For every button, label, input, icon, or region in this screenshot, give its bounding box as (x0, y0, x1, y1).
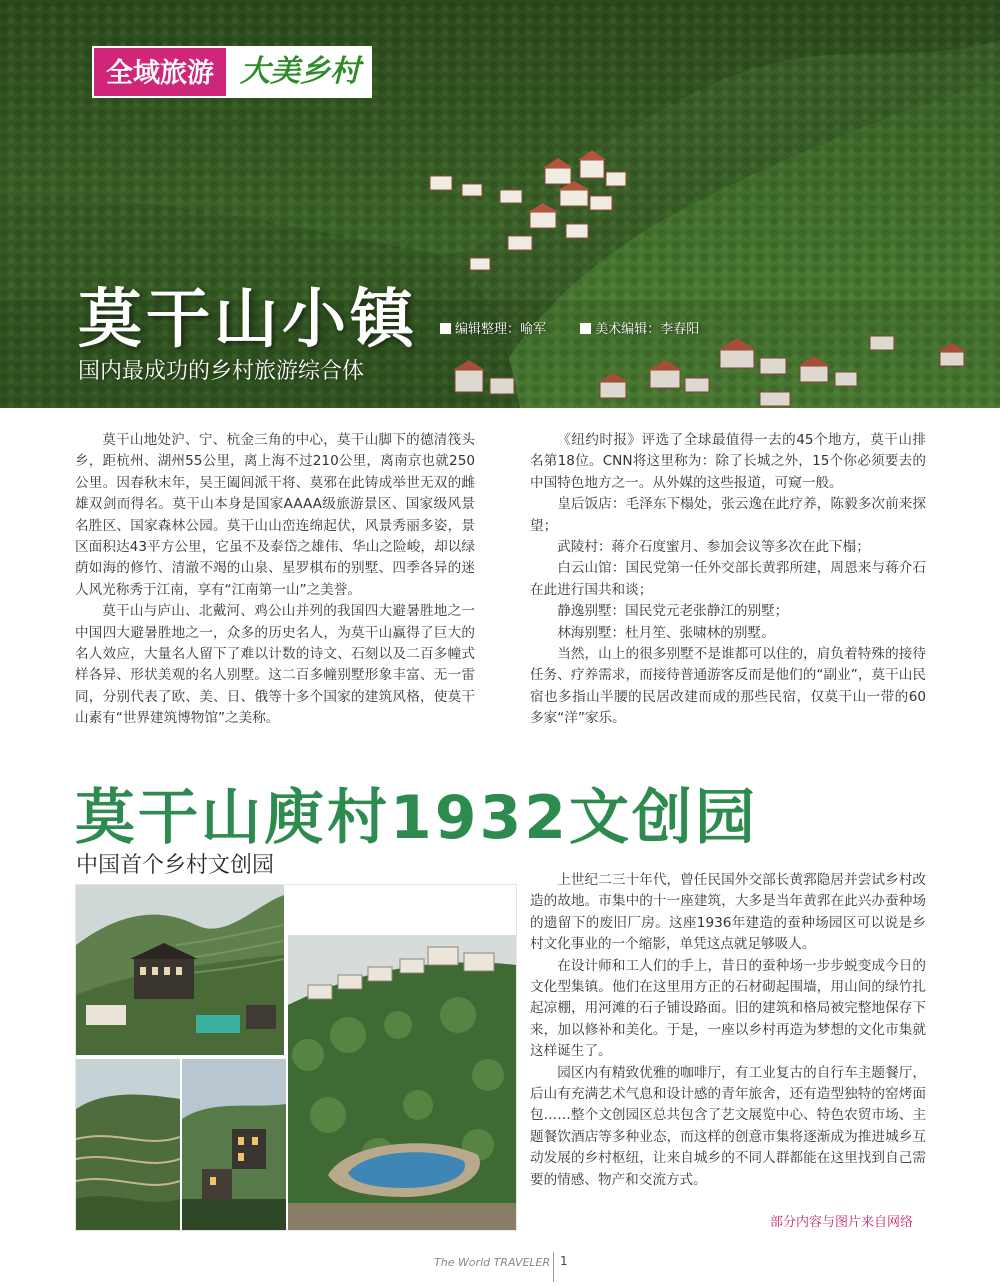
column-badge (92, 46, 372, 98)
page-number: 1 (560, 1254, 568, 1268)
paragraph: 静逸别墅：国民党元老张静江的别墅； (557, 603, 789, 620)
hero-photo (0, 0, 1000, 408)
bullet-square-icon (440, 323, 451, 334)
badge-part1: 全域旅游 (92, 46, 228, 98)
paragraph: 莫干山地处沪、宁、杭金三角的中心，莫干山脚下的德清筏头乡，距杭州、湖州55公里，离上海不过210公里，离南京也就250公里。因春秋末年，吴王阖闾派干将、莫邪在此铸成举世无双的雌雄双剑而得名。莫干山本身是国家AAAA级旅游景区、国家级风景名胜区、国家森林公园。莫干山山峦连绵起伏，风景秀丽多姿，景区面积达43平方公里，它虽不及泰岱之雄伟、华山之险峻，却以绿荫如海的修竹、清澈不竭的山泉、星罗棋布的别墅、四季各异的迷人风光称秀于江南，享有“江南第一山”之美誉。 (75, 432, 475, 598)
paragraph: 白云山馆：国民党第一任外交部长黄郛所建，周恩来与蒋介石在此进行国共和谈； (530, 560, 926, 598)
section-subtitle: 中国首个乡村文创园 (76, 853, 275, 878)
photo-hotel-pool (288, 935, 516, 1230)
article2-column (530, 870, 926, 1191)
bullet-square-icon (580, 323, 591, 334)
source-note: 部分内容与图片来自网络 (770, 1215, 914, 1230)
paragraph: 上世纪二三十年代，曾任民国外交部长黄郛隐居并尝试乡村改造的故地。市集中的十一座建筑，大多是当年黄郛在此兴办蚕种场的遗留下的废旧厂房。这座1936年建造的蚕种场园区可以说是乡村文化事业的一个缩影，单凭这点就足够吸人。 (530, 872, 926, 953)
article1-column1 (75, 430, 475, 730)
paragraph: 园区内有精致优雅的咖啡厅，有工业复古的自行车主题餐厅，后山有充满艺术气息和设计感的青年旅舍，还有造型独特的窑烤面包……整个文创园区总共包含了艺文展览中心、特色农贸市场、主题餐饮酒店等多种业态，而这样的创意市集将逐渐成为推进城乡互动发展的乡村枢纽，让来自城乡的不同人群都能在这里找到自己需要的情感、物产和交流方式。 (530, 1064, 926, 1188)
paragraph: 皇后饭店：毛泽东下榻处，张云逸在此疗养，陈毅多次前来探望； (530, 496, 926, 534)
paragraph: 莫干山与庐山、北戴河、鸡公山并列的我国四大避暑胜地之一中国四大避暑胜地之一，众多的历史名人，为莫干山赢得了巨大的名人效应，大量名人留下了难以计数的诗文、石刻以及二百多幢式样各异、形状美观的名人别墅。这二百多幢别墅形象丰富、无一雷同，分别代表了欧、美、日、俄等十多个国家的建筑风格，使莫干山素有“世界建筑博物馆”之美称。 (75, 603, 475, 727)
photo-terraces (76, 1059, 180, 1230)
photo-collage (75, 884, 517, 1231)
article1-column2 (530, 430, 926, 730)
section-title: 莫干山庾村1932文创园 (75, 783, 758, 853)
badge-part2: 大美乡村 (228, 46, 372, 98)
paragraph: 《纽约时报》评选了全球最值得一去的45个地方，莫干山排名第18位。CNN将这里称为：除了长城之外，15个你必须要去的中国特色地方之一。从外媒的这些报道，可窥一般。 (530, 432, 926, 491)
magazine-brand: The World TRAVELER (434, 1256, 551, 1269)
paragraph: 在设计师和工人们的手上，昔日的蚕种场一步步蜕变成今日的文化型集镇。他们在这里用方正的石材砌起围墙，用山间的绿竹扎起凉棚，用河滩的石子铺设路面。旧的建筑和格局被完整地保存下来，加以修补和美化。于是，一座以乡村再造为梦想的文化市集就这样诞生了。 (530, 957, 926, 1060)
paragraph: 林海别墅：杜月笙、张啸林的别墅。 (557, 624, 775, 641)
art-editor-credit: 美术编辑：李春阳 (595, 322, 700, 337)
photo-cliff-house (182, 1059, 286, 1230)
photo-estate (76, 885, 284, 1055)
credits (440, 318, 699, 337)
editor-credit: 编辑整理：喻军 (455, 322, 547, 337)
page-title: 莫干山小镇 (78, 283, 418, 357)
paragraph: 武陵村：蒋介石度蜜月、参加会议等多次在此下榻； (557, 539, 870, 556)
footer-divider (553, 1252, 554, 1282)
paragraph: 当然，山上的很多别墅不是谁都可以住的，肩负着特殊的接待任务、疗养需求，而接待普通游客反而是他们的“副业”，莫干山民宿也多指山半腰的民居改建而成的那些民宿，仅莫干山一带的60多家“洋”家乐。 (530, 646, 926, 727)
page-subtitle: 国内最成功的乡村旅游综合体 (78, 359, 365, 384)
